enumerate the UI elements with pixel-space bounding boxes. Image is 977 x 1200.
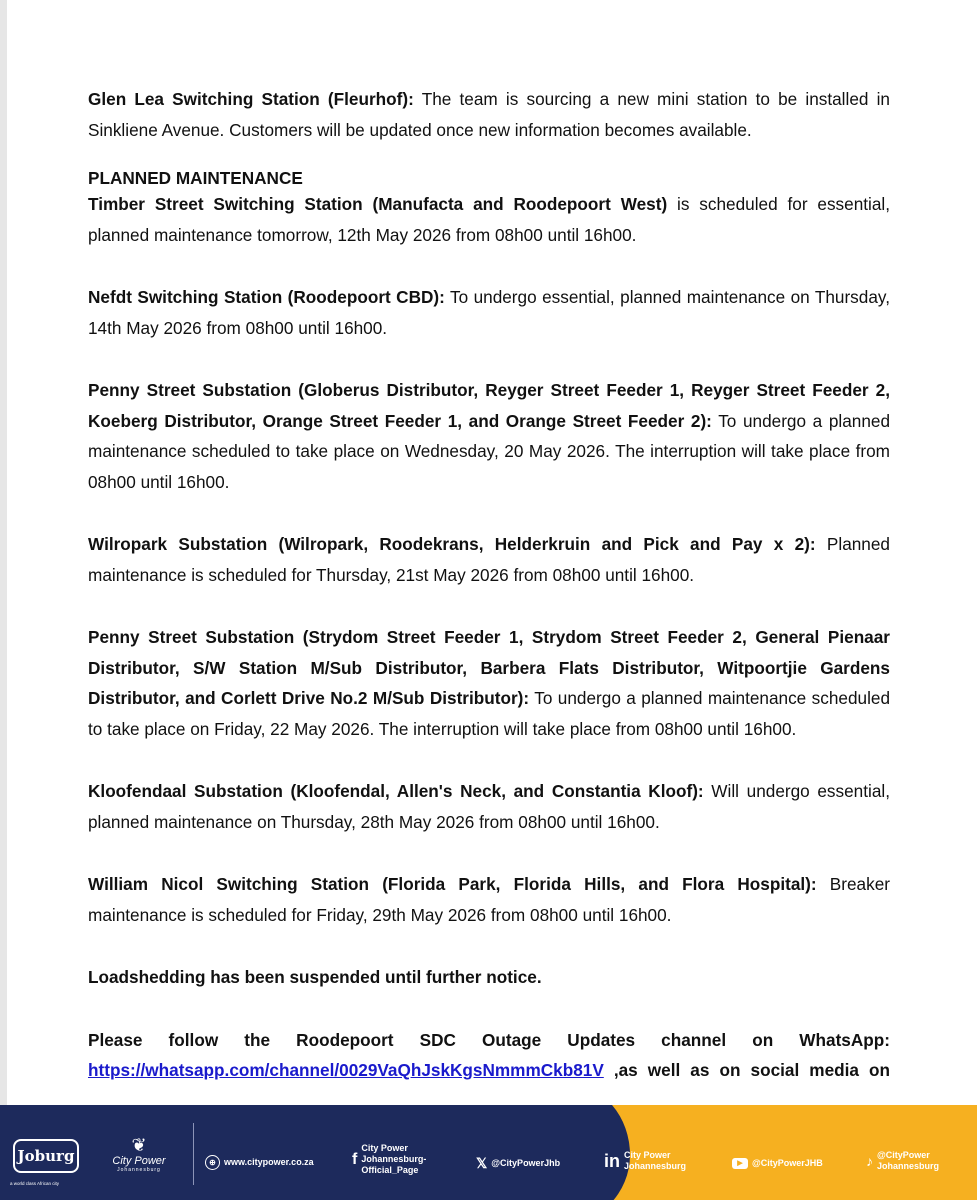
william-nicol-text: Breaker maintenance is scheduled for Friday, 29th May 2026 from 08h00 until 16h00. [88, 874, 890, 925]
paragraph-nefdt [88, 282, 890, 343]
wilropark-title: Wilropark Substation (Wilropark, Roodekrans, Helderkruin and Pick and Pay x 2): [88, 534, 816, 554]
wilropark-text: Planned maintenance is scheduled for Thursday, 21st May 2026 from 08h00 until 16h00. [88, 534, 890, 585]
penny-1-text: To undergo a planned maintenance scheduled to take place on Wednesday, 20 May 2026. The interruption will take place from 08h00 until 16h00. [88, 410, 890, 492]
x-text: @CityPowerJhb [491, 1158, 561, 1168]
tiktok-link[interactable] [866, 1150, 966, 1172]
x-link[interactable] [476, 1155, 561, 1171]
globe-icon: ⊕ [205, 1155, 220, 1170]
glen-lea-text: The team is sourcing a new mini station to be installed in Sinkliene Avenue. Customers will be updated once new information becomes available. [88, 89, 890, 140]
timber-title: Timber Street Switching Station (Manufacta and Roodepoort West) [88, 194, 668, 214]
tiktok-text: @CityPower Johannesburg [877, 1150, 940, 1171]
footer-banner [0, 1105, 977, 1200]
loadshedding-notice [88, 962, 890, 993]
city-power-logo [96, 1135, 182, 1181]
footer-divider [193, 1123, 194, 1185]
tiktok-icon: ♪ [866, 1152, 873, 1169]
timber-text: is scheduled for essential, planned maintenance tomorrow, 12th May 2026 from 08h00 until 16h00. [88, 194, 890, 245]
website-text: www.citypower.co.za [224, 1157, 314, 1167]
whatsapp-channel-link[interactable]: https://whatsapp.com/channel/0029VaQhJskKgsNmmmCkb81V [88, 1060, 604, 1080]
penny-1-title: Penny Street Substation (Globerus Distributor, Reyger Street Feeder 1, Reyger Street Feeder 2, Koeberg Distributor, Orange Street Feeder 1, and Orange Street Feeder 2): [88, 380, 890, 431]
city-power-name: City Power [112, 1155, 166, 1167]
joburg-tagline: a world class African city [10, 1181, 60, 1186]
planned-maintenance-heading: PLANNED MAINTENANCE [88, 168, 303, 188]
paragraph-william-nicol [88, 869, 890, 930]
footer-swoosh [430, 1105, 630, 1200]
youtube-icon: ▶ [732, 1158, 748, 1169]
youtube-link[interactable] [732, 1158, 823, 1169]
paragraph-kloofendaal [88, 776, 890, 837]
website-link[interactable] [205, 1155, 314, 1170]
youtube-text: @CityPowerJHB [752, 1158, 823, 1168]
paragraph-penny-1 [88, 375, 890, 497]
linkedin-link[interactable] [604, 1150, 714, 1172]
city-power-sub: Johannesburg [117, 1167, 161, 1173]
kloofendaal-title: Kloofendaal Substation (Kloofendal, Allen's Neck, and Constantia Kloof): [88, 781, 704, 801]
facebook-icon: f [352, 1151, 358, 1168]
paragraph-timber [88, 189, 890, 250]
facebook-text: City Power Johannesburg-Official_Page [361, 1143, 427, 1175]
page-edge [0, 0, 7, 1105]
follow-text: Please follow the Roodepoort SDC Outage Updates channel on WhatsApp: [88, 1029, 890, 1050]
facebook-link[interactable] [352, 1143, 460, 1176]
joburg-logo: Joburg [13, 1139, 79, 1173]
paragraph-follow [88, 1025, 890, 1086]
paragraph-penny-2 [88, 622, 890, 744]
follow-after-text: ,as well as on social media on [603, 1060, 890, 1080]
linkedin-text: City Power Johannesburg [624, 1150, 687, 1171]
penny-2-title: Penny Street Substation (Strydom Street Feeder 1, Strydom Street Feeder 2, General Pienaar Distributor, S/W Station M/Sub Distributor, Barbera Flats Distributor, Witpoortjie Gardens Distributor, and Corlett Drive No.2 M/Sub Distributor): [88, 627, 890, 708]
loadshedding-text: Loadshedding has been suspended until further notice. [88, 967, 542, 987]
william-nicol-title: William Nicol Switching Station (Florida Park, Florida Hills, and Flora Hospital): [88, 874, 817, 894]
glen-lea-title: Glen Lea Switching Station (Fleurhof): [88, 89, 414, 109]
penny-2-text: To undergo a planned maintenance scheduled to take place on Friday, 22 May 2026. The interruption will take place from 08h00 until 16h00. [88, 688, 891, 739]
nefdt-title: Nefdt Switching Station (Roodepoort CBD): [88, 287, 445, 307]
kloofendaal-text: Will undergo essential, planned maintenance on Thursday, 28th May 2026 from 08h00 until 16h00. [88, 781, 890, 832]
nefdt-text: To undergo essential, planned maintenance on Thursday, 14th May 2026 from 08h00 until 16h00. [88, 287, 890, 338]
linkedin-icon: in [604, 1150, 620, 1171]
city-power-flame-icon: ❦ [131, 1135, 147, 1155]
document-body [88, 84, 890, 1086]
x-icon: 𝕏 [476, 1155, 488, 1171]
paragraph-wilropark [88, 529, 890, 590]
paragraph-glen-lea [88, 84, 890, 145]
